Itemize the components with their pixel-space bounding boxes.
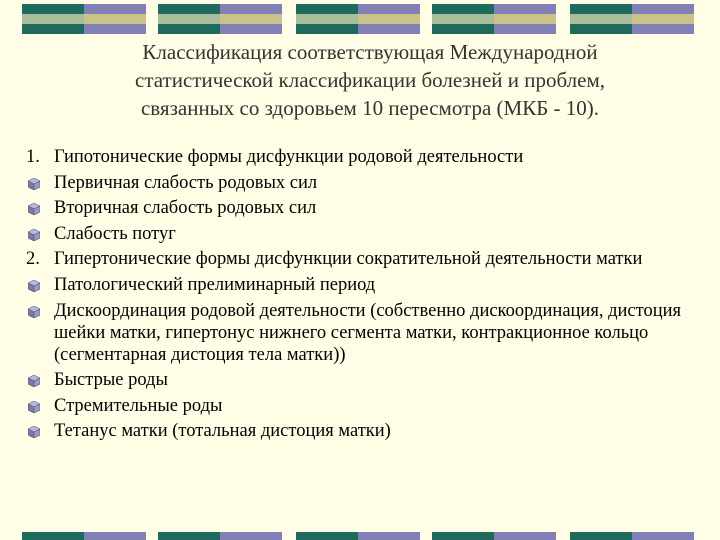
banner-block (22, 532, 146, 540)
banner-block (296, 532, 420, 540)
title-line: Классификация соответствующая Международной (142, 40, 598, 64)
list-item (22, 300, 712, 366)
list-item (22, 274, 712, 296)
list-item-text: Патологический прелиминарный период (54, 274, 376, 295)
list-item (22, 395, 712, 417)
bullet-icon (28, 178, 40, 190)
list-item (22, 369, 712, 391)
bullet-icon (28, 306, 40, 318)
bullet-icon (28, 203, 40, 215)
bullet-icon (28, 229, 40, 241)
list-item-text: Стремительные роды (54, 395, 223, 416)
list-item-text: Тетанус матки (тотальная дистоция матки) (54, 421, 391, 442)
bullet-icon (28, 401, 40, 413)
list-item-text: Быстрые роды (54, 370, 168, 391)
title-line: связанных со здоровьем 10 пересмотра (МКБ - 10). (140, 96, 600, 120)
title-line: статистической классификации болезней и проблем, (135, 68, 605, 92)
list-item (22, 248, 712, 270)
list-item (22, 172, 712, 194)
banner-block (296, 4, 420, 34)
list-item-text: Дискоординация родовой деятельности (собственно дискоординация, дистоция шейки матки, гипертонус нижнего сегмента матки, контракционное кольцо (сегментарная дистоция тела матки)) (54, 300, 682, 365)
classification-list (22, 146, 712, 446)
list-item-text: Гипертонические формы дисфункции сократительной деятельности матки (54, 249, 643, 270)
bullet-icon (28, 375, 40, 387)
banner-block (432, 4, 556, 34)
list-item-text: Вторичная слабость родовых сил (54, 198, 317, 219)
bullet-icon (28, 426, 40, 438)
list-item (22, 146, 712, 168)
list-item-text: Первичная слабость родовых сил (54, 172, 318, 193)
list-item-text: Слабость потуг (54, 223, 176, 244)
banner-block (570, 532, 694, 540)
slide-title (60, 38, 680, 122)
banner-block (22, 4, 146, 34)
banner-block (432, 532, 556, 540)
list-item-text: Гипотонические формы дисфункции родовой деятельности (54, 147, 524, 167)
banner-block (158, 532, 282, 540)
top-decorative-banner (0, 4, 720, 34)
banner-block (158, 4, 282, 34)
list-item (22, 223, 712, 245)
bullet-icon (28, 280, 40, 292)
list-number: 2. (26, 249, 40, 270)
list-item (22, 420, 712, 442)
list-number: 1. (26, 147, 40, 167)
list-item (22, 197, 712, 219)
banner-block (570, 4, 694, 34)
bottom-decorative-banner (0, 532, 720, 540)
